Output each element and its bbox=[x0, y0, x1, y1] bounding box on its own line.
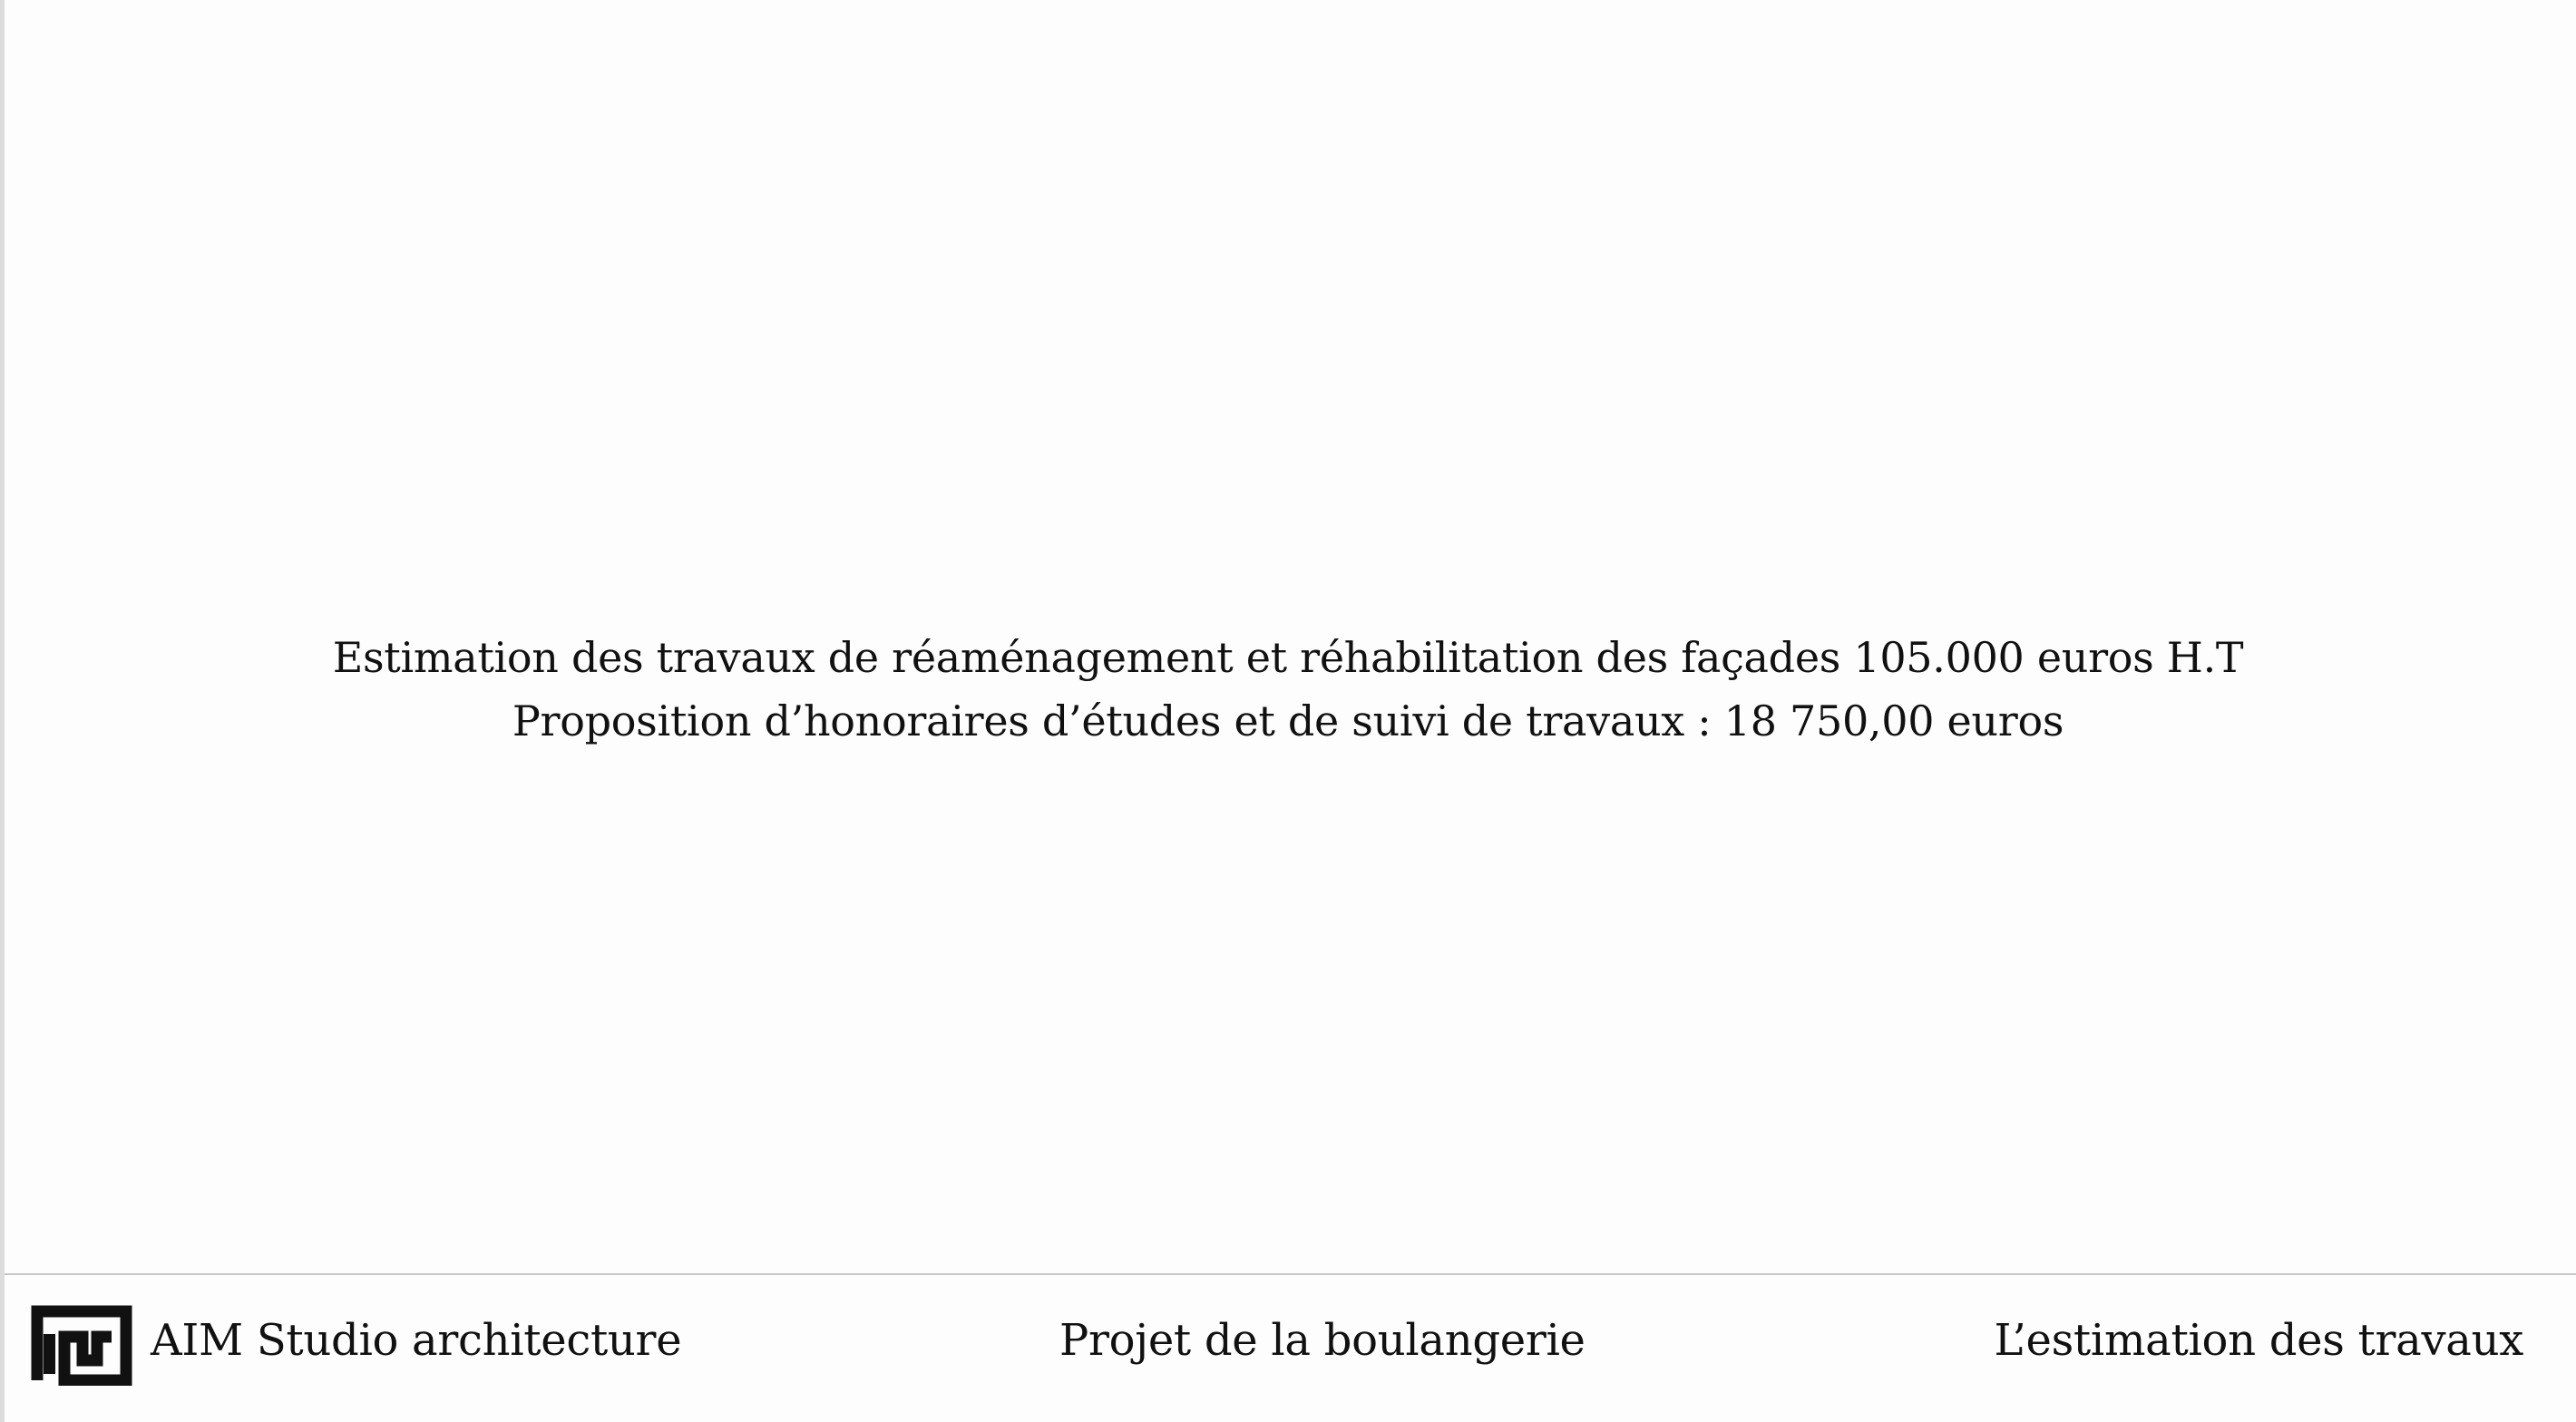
page-footer bbox=[0, 1275, 2576, 1422]
fees-line: Proposition d’honoraires d’études et de suivi de travaux : 18 750,00 euros bbox=[512, 696, 2064, 745]
section-title: L’estimation des travaux bbox=[1994, 1315, 2523, 1366]
studio-name: AIM Studio architecture bbox=[151, 1315, 682, 1366]
aim-studio-logo-icon bbox=[28, 1302, 135, 1386]
main-content bbox=[0, 626, 2576, 753]
project-name: Projet de la boulangerie bbox=[1059, 1315, 1586, 1366]
estimate-line: Estimation des travaux de réaménagement et réhabilitation des façades 105.000 euros H.T bbox=[332, 633, 2244, 682]
